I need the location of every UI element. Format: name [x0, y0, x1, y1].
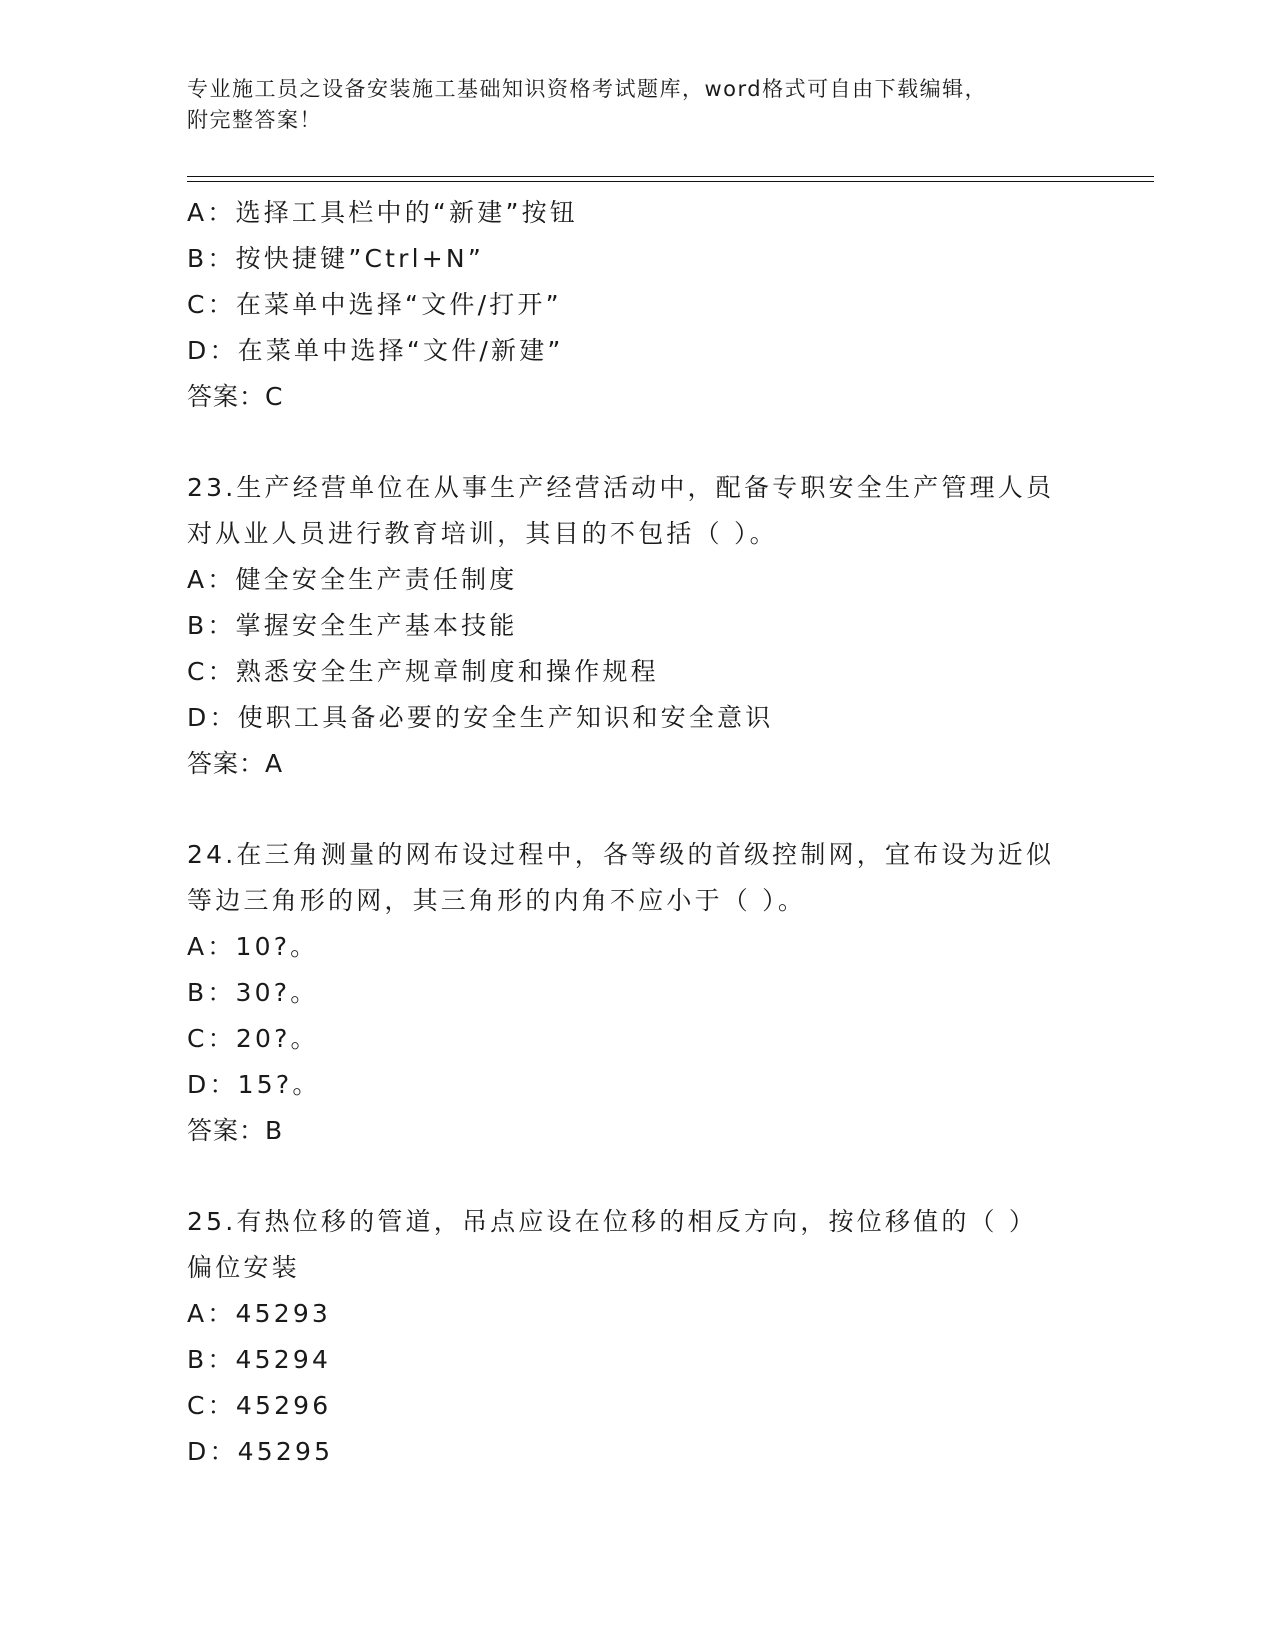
option-a: A：健全安全生产责任制度	[187, 565, 518, 594]
answer-line: 答案：B	[187, 1116, 284, 1145]
option-d: D：在菜单中选择“文件/新建”	[187, 336, 564, 365]
option-c: C：45296	[187, 1391, 332, 1420]
header-divider-top	[187, 176, 1154, 177]
question-spacer	[187, 420, 1087, 465]
option-c: C：20?。	[187, 1024, 319, 1053]
question-stem-line: 等边三角形的网，其三角形的内角不应小于（ ）。	[187, 886, 807, 915]
option-a: A：选择工具栏中的“新建”按钮	[187, 198, 579, 227]
question-spacer	[187, 1154, 1087, 1199]
question-stem-line: 24.在三角测量的网布设过程中，各等级的首级控制网，宜布设为近似	[187, 840, 1055, 869]
option-d: D：45295	[187, 1437, 334, 1466]
answer-line: 答案：C	[187, 382, 284, 411]
option-b: B：掌握安全生产基本技能	[187, 611, 518, 640]
option-b: B：30?。	[187, 978, 319, 1007]
header-line-1: 专业施工员之设备安装施工基础知识资格考试题库，word格式可自由下载编辑，	[187, 77, 988, 101]
document-header	[187, 74, 1067, 136]
question-spacer	[187, 787, 1087, 832]
option-a: A：45293	[187, 1299, 332, 1328]
header-line-2: 附完整答案！	[187, 108, 322, 132]
question-stem-line: 25.有热位移的管道，吊点应设在位移的相反方向，按位移值的（ ）	[187, 1207, 1038, 1236]
question-stem-line: 23.生产经营单位在从事生产经营活动中，配备专职安全生产管理人员	[187, 473, 1055, 502]
question-list	[187, 190, 1087, 1475]
option-d: D：使职工具备必要的安全生产知识和安全意识	[187, 703, 774, 732]
option-b: B：按快捷键”Ctrl+N”	[187, 244, 484, 273]
question-block	[187, 465, 1087, 787]
option-d: D：15?。	[187, 1070, 321, 1099]
question-stem-line: 对从业人员进行教育培训，其目的不包括（ ）。	[187, 519, 778, 548]
answer-line: 答案：A	[187, 749, 284, 778]
question-block	[187, 1199, 1087, 1475]
question-block	[187, 832, 1087, 1154]
option-c: C：熟悉安全生产规章制度和操作规程	[187, 657, 659, 686]
option-c: C：在菜单中选择“文件/打开”	[187, 290, 562, 319]
option-b: B：45294	[187, 1345, 332, 1374]
question-stem-line: 偏位安装	[187, 1253, 300, 1282]
question-block	[187, 190, 1087, 420]
option-a: A：10?。	[187, 932, 319, 961]
header-divider-bottom	[187, 181, 1154, 182]
